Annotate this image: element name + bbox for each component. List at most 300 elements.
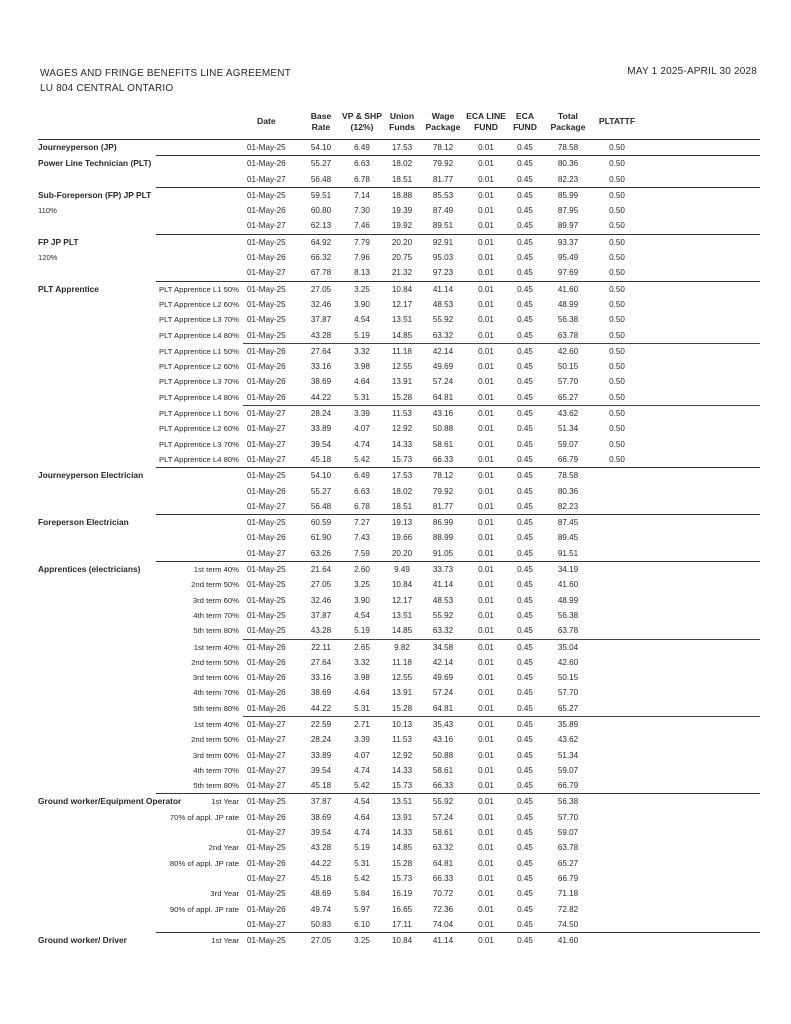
table-row	[38, 886, 760, 901]
row-vp-shp: 6.49	[342, 468, 382, 484]
row-level: PLT Apprentice L3 70%	[158, 315, 239, 325]
row-total-package: 50.15	[557, 673, 579, 683]
row-union-funds: 20.75	[391, 253, 413, 263]
row-wage-package: 48.53	[432, 299, 454, 309]
row-wage-package: 55.92	[432, 610, 454, 620]
row-classification	[38, 623, 156, 639]
row-classification	[38, 437, 156, 452]
table-row	[38, 374, 760, 389]
row-total-package: 63.78	[542, 328, 594, 344]
table-row	[38, 234, 760, 250]
row-wage-package: 43.16	[432, 735, 454, 745]
row-spacer	[640, 623, 760, 639]
row-spacer	[640, 468, 760, 484]
row-date: 01-May-27	[247, 919, 286, 929]
row-level	[156, 187, 243, 203]
row-classification: PLT Apprentice	[38, 283, 99, 294]
row-eca-line-fund: 0.01	[478, 315, 494, 325]
row-spacer	[640, 499, 760, 515]
table-row	[38, 608, 760, 623]
row-classification: Apprentices (electricians)	[38, 564, 141, 575]
row-union-funds: 12.17	[391, 595, 413, 605]
row-pltattf: 0.50	[609, 174, 625, 184]
table-body	[38, 140, 760, 949]
row-wage-package: 74.04	[432, 919, 454, 929]
row-level	[156, 172, 243, 188]
row-eca-fund: 0.45	[517, 719, 533, 729]
row-classification	[38, 670, 156, 685]
table-row	[38, 343, 760, 359]
row-spacer	[640, 281, 760, 297]
row-pltattf	[594, 468, 640, 484]
row-spacer	[640, 933, 760, 949]
row-pltattf: 0.50	[609, 253, 625, 263]
row-eca-line-fund: 0.01	[464, 794, 508, 810]
row-eca-line-fund: 0.01	[464, 281, 508, 297]
row-total-package: 43.62	[557, 735, 579, 745]
row-pltattf	[594, 917, 640, 933]
row-pltattf	[594, 716, 640, 732]
row-wage-package: 50.88	[432, 424, 454, 434]
row-level: PLT Apprentice L4 80%	[158, 454, 239, 464]
row-classification	[38, 763, 156, 778]
row-date: 01-May-25	[247, 299, 286, 309]
row-pltattf	[594, 856, 640, 871]
row-total-package: 78.58	[542, 468, 594, 484]
row-base-rate: 44.22	[300, 701, 342, 717]
row-classification	[38, 343, 156, 359]
row-vp-shp: 5.31	[342, 701, 382, 717]
row-total-package: 65.27	[542, 390, 594, 406]
row-eca-fund: 0.45	[517, 206, 533, 216]
row-spacer	[640, 732, 760, 747]
row-vp-shp: 7.14	[342, 187, 382, 203]
row-wage-package: 57.24	[432, 377, 454, 387]
table-row	[38, 515, 760, 531]
row-eca-line-fund: 0.01	[478, 904, 494, 914]
row-wage-package: 57.24	[432, 812, 454, 822]
row-union-funds: 19.13	[382, 515, 422, 531]
row-total-package: 63.78	[542, 623, 594, 639]
row-wage-package: 57.24	[432, 688, 454, 698]
row-level: PLT Apprentice L2 60%	[158, 362, 239, 372]
row-pltattf	[594, 608, 640, 623]
row-eca-line-fund: 0.01	[478, 206, 494, 216]
row-level	[156, 250, 243, 265]
row-eca-line-fund: 0.01	[464, 701, 508, 717]
row-pltattf	[594, 484, 640, 499]
table-row	[38, 778, 760, 794]
row-base-rate: 61.90	[310, 533, 332, 543]
row-union-funds: 11.53	[392, 735, 412, 745]
row-base-rate: 28.24	[310, 409, 332, 419]
row-classification	[38, 530, 156, 545]
row-date: 01-May-25	[247, 595, 286, 605]
table-row	[38, 530, 760, 545]
row-date: 01-May-27	[247, 501, 286, 511]
row-total-package: 87.95	[557, 206, 579, 216]
row-total-package: 95.49	[557, 253, 579, 263]
title-line-1: WAGES AND FRINGE BENEFITS LINE AGREEMENT	[40, 68, 292, 79]
table-row	[38, 933, 760, 949]
row-pltattf: 0.50	[594, 156, 640, 172]
row-pltattf	[594, 562, 640, 578]
row-base-rate: 27.64	[310, 346, 332, 356]
table-row	[38, 732, 760, 747]
table-row	[38, 562, 760, 578]
row-base-rate: 49.74	[310, 904, 332, 914]
row-total-package: 85.99	[542, 187, 594, 203]
table-row	[38, 250, 760, 265]
row-spacer	[640, 452, 760, 468]
row-level	[156, 871, 243, 886]
row-level: 5th term 80%	[193, 703, 239, 713]
row-base-rate: 54.10	[300, 140, 342, 156]
row-union-funds: 18.02	[382, 156, 422, 172]
row-pltattf	[594, 825, 640, 840]
row-eca-line-fund: 0.01	[478, 889, 494, 899]
row-base-rate: 62.13	[310, 221, 332, 231]
row-base-rate: 27.05	[310, 580, 332, 590]
row-spacer	[640, 670, 760, 685]
row-eca-line-fund: 0.01	[478, 765, 494, 775]
row-union-funds: 10.84	[391, 580, 413, 590]
row-wage-package: 64.81	[432, 858, 454, 868]
row-spacer	[640, 871, 760, 886]
row-vp-shp: 4.07	[354, 750, 370, 760]
row-date: 01-May-27	[247, 781, 286, 791]
row-eca-fund: 0.45	[517, 919, 533, 929]
row-spacer	[640, 203, 760, 218]
table-row	[38, 187, 760, 203]
row-vp-shp: 3.32	[354, 346, 370, 356]
row-level: 4th term 70%	[193, 765, 239, 775]
row-base-rate: 59.51	[300, 187, 342, 203]
row-eca-line-fund: 0.01	[464, 234, 508, 250]
row-date: 01-May-25	[243, 234, 300, 250]
row-union-funds: 18.02	[391, 486, 413, 496]
row-total-package: 35.89	[557, 719, 579, 729]
row-vp-shp: 3.25	[342, 933, 382, 949]
row-union-funds: 20.20	[382, 234, 422, 250]
row-union-funds: 11.18	[392, 346, 412, 356]
row-eca-line-fund: 0.01	[478, 174, 494, 184]
row-vp-shp: 6.63	[354, 486, 370, 496]
row-eca-fund: 0.45	[517, 377, 533, 387]
row-base-rate: 32.46	[310, 299, 332, 309]
row-base-rate: 55.27	[310, 486, 332, 496]
row-vp-shp: 3.98	[354, 673, 370, 683]
row-total-package: 87.45	[542, 515, 594, 531]
row-spacer	[640, 546, 760, 562]
row-union-funds: 15.28	[391, 858, 413, 868]
row-union-funds: 14.85	[391, 843, 413, 853]
row-eca-fund: 0.45	[517, 873, 533, 883]
row-date: 01-May-26	[247, 673, 286, 683]
row-date: 01-May-25	[247, 889, 286, 899]
row-union-funds: 19.66	[391, 533, 413, 543]
row-vp-shp: 6.63	[342, 156, 382, 172]
row-eca-fund: 0.45	[508, 390, 542, 406]
row-union-funds: 10.84	[382, 281, 422, 297]
row-classification: Foreperson Electrician	[38, 517, 129, 528]
row-eca-fund: 0.45	[517, 673, 533, 683]
row-classification	[38, 608, 156, 623]
table-row	[38, 840, 760, 855]
row-total-package: 65.27	[542, 701, 594, 717]
row-total-package: 91.51	[557, 548, 579, 558]
row-eca-fund: 0.45	[517, 750, 533, 760]
row-pltattf	[594, 763, 640, 778]
row-vp-shp: 3.98	[354, 362, 370, 372]
row-level	[156, 546, 243, 562]
row-eca-line-fund: 0.01	[478, 657, 494, 667]
row-base-rate: 60.59	[300, 515, 342, 531]
row-wage-package: 97.23	[432, 268, 454, 278]
row-eca-fund: 0.45	[517, 904, 533, 914]
row-level: 2nd Year	[208, 843, 239, 853]
row-classification	[38, 546, 156, 562]
row-date: 01-May-27	[247, 174, 286, 184]
row-pltattf	[594, 515, 640, 531]
table-row	[38, 359, 760, 374]
row-eca-line-fund: 0.01	[478, 781, 494, 791]
row-vp-shp: 4.54	[354, 315, 370, 325]
row-wage-package: 79.92	[422, 156, 464, 172]
row-eca-fund: 0.45	[517, 657, 533, 667]
row-eca-line-fund: 0.01	[464, 515, 508, 531]
row-level: 1st term 40%	[156, 562, 243, 578]
row-total-package: 65.27	[557, 858, 579, 868]
row-wage-package: 58.61	[432, 828, 454, 838]
row-date: 01-May-26	[247, 362, 286, 372]
row-classification	[38, 840, 156, 855]
row-classification	[38, 902, 156, 917]
row-eca-line-fund: 0.01	[478, 346, 494, 356]
row-classification	[38, 716, 156, 732]
row-total-package: 48.99	[557, 299, 579, 309]
row-total-package: 59.07	[557, 765, 579, 775]
row-classification	[38, 406, 156, 422]
row-eca-line-fund: 0.01	[478, 362, 494, 372]
row-total-package: 72.82	[557, 904, 579, 914]
row-date: 01-May-27	[247, 424, 286, 434]
row-base-rate: 43.28	[310, 843, 332, 853]
row-eca-line-fund: 0.01	[478, 580, 494, 590]
row-eca-line-fund: 0.01	[464, 140, 508, 156]
row-spacer	[640, 343, 760, 359]
row-classification: Ground worker/Equipment Operator	[38, 796, 182, 807]
row-base-rate: 38.69	[310, 812, 332, 822]
row-union-funds: 14.33	[391, 828, 413, 838]
row-pltattf	[594, 810, 640, 825]
row-wage-package: 41.14	[422, 281, 464, 297]
row-union-funds: 12.92	[391, 424, 413, 434]
row-spacer	[640, 312, 760, 327]
row-date: 01-May-27	[247, 268, 286, 278]
row-classification	[38, 825, 156, 840]
row-eca-fund: 0.45	[517, 501, 533, 511]
row-base-rate: 37.87	[300, 794, 342, 810]
table-row	[38, 902, 760, 917]
row-spacer	[640, 886, 760, 901]
row-pltattf	[594, 546, 640, 562]
row-pltattf: 0.50	[609, 362, 625, 372]
row-level: 2nd term 50%	[191, 735, 239, 745]
row-date: 01-May-27	[247, 548, 286, 558]
row-pltattf	[594, 732, 640, 747]
row-eca-fund: 0.45	[517, 174, 533, 184]
row-base-rate: 39.54	[310, 828, 332, 838]
table-row	[38, 763, 760, 778]
row-spacer	[640, 218, 760, 234]
row-pltattf	[594, 577, 640, 592]
row-eca-fund: 0.45	[517, 299, 533, 309]
row-eca-line-fund: 0.01	[478, 750, 494, 760]
row-eca-fund: 0.45	[508, 623, 542, 639]
row-wage-package: 41.14	[432, 580, 454, 590]
row-eca-line-fund: 0.01	[464, 390, 508, 406]
row-spacer	[640, 297, 760, 312]
row-date: 01-May-27	[247, 409, 286, 419]
row-union-funds: 11.18	[392, 657, 412, 667]
row-date: 01-May-26	[247, 858, 286, 868]
row-level	[156, 218, 243, 234]
row-date: 01-May-25	[247, 610, 286, 620]
row-classification	[38, 328, 156, 344]
header-level	[156, 104, 243, 140]
row-wage-package: 78.12	[422, 468, 464, 484]
row-eca-line-fund: 0.01	[478, 673, 494, 683]
row-eca-line-fund: 0.01	[478, 409, 494, 419]
row-base-rate: 66.32	[310, 253, 332, 263]
row-date: 01-May-27	[247, 765, 286, 775]
row-level: PLT Apprentice L3 70%	[158, 377, 239, 387]
row-total-package: 57.70	[557, 812, 579, 822]
row-classification	[38, 499, 156, 515]
row-date: 01-May-25	[243, 468, 300, 484]
row-level: 2nd term 50%	[191, 657, 239, 667]
row-eca-fund: 0.45	[508, 794, 542, 810]
row-total-package: 51.34	[557, 750, 579, 760]
row-vp-shp: 3.90	[354, 299, 370, 309]
row-level: 80% of appl. JP rate	[169, 858, 239, 868]
row-eca-line-fund: 0.01	[478, 533, 494, 543]
row-date: 01-May-26	[247, 253, 286, 263]
row-wage-package: 92.91	[422, 234, 464, 250]
row-classification: Journeyperson (JP)	[38, 140, 156, 156]
row-date: 01-May-25	[243, 140, 300, 156]
row-eca-fund: 0.45	[517, 439, 533, 449]
row-union-funds: 18.51	[391, 501, 413, 511]
row-spacer	[640, 917, 760, 933]
table-row	[38, 670, 760, 685]
row-classification	[38, 359, 156, 374]
row-union-funds: 12.55	[391, 673, 413, 683]
row-pltattf	[594, 794, 640, 810]
table-row	[38, 172, 760, 188]
row-base-rate: 45.18	[310, 781, 332, 791]
row-vp-shp: 2.71	[354, 719, 370, 729]
row-vp-shp: 5.42	[354, 781, 370, 791]
agreement-period: MAY 1 2025-APRIL 30 2028	[627, 66, 757, 77]
row-union-funds: 9.82	[394, 642, 410, 652]
row-union-funds: 12.92	[391, 750, 413, 760]
row-base-rate: 39.54	[310, 439, 332, 449]
table-row	[38, 390, 760, 406]
row-union-funds: 16.19	[391, 889, 413, 899]
row-wage-package: 81.77	[432, 174, 454, 184]
row-pltattf	[594, 748, 640, 763]
row-spacer	[640, 716, 760, 732]
row-union-funds: 13.91	[391, 377, 413, 387]
row-classification	[38, 748, 156, 763]
row-pltattf: 0.50	[609, 346, 625, 356]
row-date: 01-May-25	[243, 187, 300, 203]
row-total-package: 57.70	[557, 377, 579, 387]
row-vp-shp: 4.64	[354, 688, 370, 698]
row-classification	[38, 810, 156, 825]
table-row	[38, 623, 760, 639]
row-pltattf	[594, 871, 640, 886]
row-date: 01-May-26	[247, 486, 286, 496]
row-level	[156, 234, 243, 250]
row-level: PLT Apprentice L1 50%	[158, 409, 239, 419]
row-eca-line-fund: 0.01	[478, 858, 494, 868]
row-wage-package: 63.32	[422, 328, 464, 344]
table-row	[38, 312, 760, 327]
row-base-rate: 33.89	[310, 750, 332, 760]
row-level	[156, 499, 243, 515]
row-base-rate: 56.48	[310, 501, 332, 511]
row-eca-fund: 0.45	[517, 548, 533, 558]
row-base-rate: 43.28	[300, 328, 342, 344]
table-row	[38, 655, 760, 670]
row-level: 1st term 40%	[193, 642, 239, 652]
row-vp-shp: 2.65	[354, 642, 370, 652]
row-wage-package: 58.61	[432, 439, 454, 449]
row-pltattf	[594, 499, 640, 515]
row-eca-fund: 0.45	[517, 580, 533, 590]
row-vp-shp: 6.10	[354, 919, 370, 929]
row-level: 1st Year	[156, 794, 243, 810]
row-vp-shp: 3.25	[342, 281, 382, 297]
row-eca-line-fund: 0.01	[478, 828, 494, 838]
row-vp-shp: 3.39	[354, 735, 370, 745]
row-eca-line-fund: 0.01	[478, 843, 494, 853]
row-pltattf: 0.50	[609, 268, 625, 278]
row-date: 01-May-26	[243, 390, 300, 406]
row-total-package: 34.19	[542, 562, 594, 578]
row-eca-line-fund: 0.01	[478, 735, 494, 745]
row-vp-shp: 7.59	[354, 548, 370, 558]
row-level	[156, 156, 243, 172]
row-level: 1st Year	[156, 933, 243, 949]
row-base-rate: 27.05	[300, 933, 342, 949]
row-pltattf	[594, 886, 640, 901]
row-pltattf: 0.50	[609, 206, 625, 216]
row-eca-line-fund: 0.01	[478, 377, 494, 387]
row-eca-fund: 0.45	[508, 281, 542, 297]
row-vp-shp: 7.30	[354, 206, 370, 216]
row-level: 2nd term 50%	[191, 580, 239, 590]
row-eca-fund: 0.45	[508, 140, 542, 156]
row-date: 01-May-27	[247, 735, 286, 745]
row-total-package: 48.99	[557, 595, 579, 605]
row-eca-fund: 0.45	[508, 562, 542, 578]
row-date: 01-May-26	[247, 904, 286, 914]
row-eca-fund: 0.45	[508, 328, 542, 344]
